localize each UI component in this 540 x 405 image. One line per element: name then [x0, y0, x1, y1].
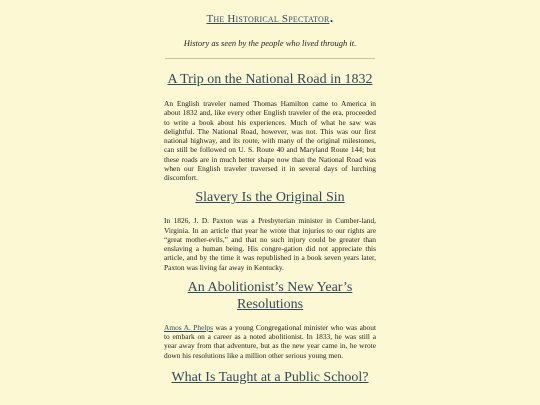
article-body-text: was a young Congregational minister who was about to embark on a career as a noted abolitionist. In 1833, he was still a year away from that adventure, but as the new year came in, he wrote down his resolutions like a million other serious young men.	[164, 322, 376, 360]
tagline: History as seen by the people who lived through it.	[183, 38, 357, 48]
article-body: In 1826, J. D. Paxton was a Presbyterian minister in Cumber-land, Virginia. In an article that year he wrote that injuries to our rights are “great mother-evils,” and that no such injury could be greater than enslaving a human being. His congre-gation did not appreciate this article, and by the time it was republished in a book seven years later, Paxton was living far away in Kentucky.	[164, 216, 376, 272]
masthead	[0, 0, 540, 59]
article-title[interactable]	[164, 71, 376, 88]
article-title-link[interactable]: Slavery Is the Original Sin	[195, 190, 345, 206]
article-body: An English traveler named Thomas Hamilton came to America in about 1832 and, like every other English traveler of the era, proceeded to write a book about his experiences. Much of what he saw was delightful. The National Road, however, was not. This was our first national highway, and its route, with many of the original milestones, can still be followed on U. S. Route 40 and Maryland Route 144; but these roads are in much better shape now than the National Road was when our English traveler traversed it in several days of lurching discomfort.	[164, 99, 376, 182]
article-title-link[interactable]: A Trip on the National Road in 1832	[167, 72, 373, 87]
article-body	[164, 323, 376, 360]
article-title[interactable]	[164, 279, 376, 313]
article-original-sin	[164, 189, 376, 272]
site-title[interactable]	[0, 9, 540, 27]
article-national-road	[164, 71, 376, 182]
header-divider	[165, 58, 375, 59]
article-public-school	[164, 369, 376, 386]
article-title-link[interactable]: An Abolitionist’s New Year’s Resolutions	[187, 279, 353, 312]
article-title[interactable]	[164, 369, 376, 386]
author-link[interactable]: Amos A. Phelps	[164, 322, 213, 332]
site-title-suffix: .	[329, 9, 334, 26]
article-title[interactable]	[164, 189, 376, 206]
site-title-link[interactable]: The Historical Spectator	[206, 13, 330, 25]
article-title-link[interactable]: What Is Taught at a Public School?	[171, 369, 369, 385]
article-resolutions	[164, 279, 376, 360]
